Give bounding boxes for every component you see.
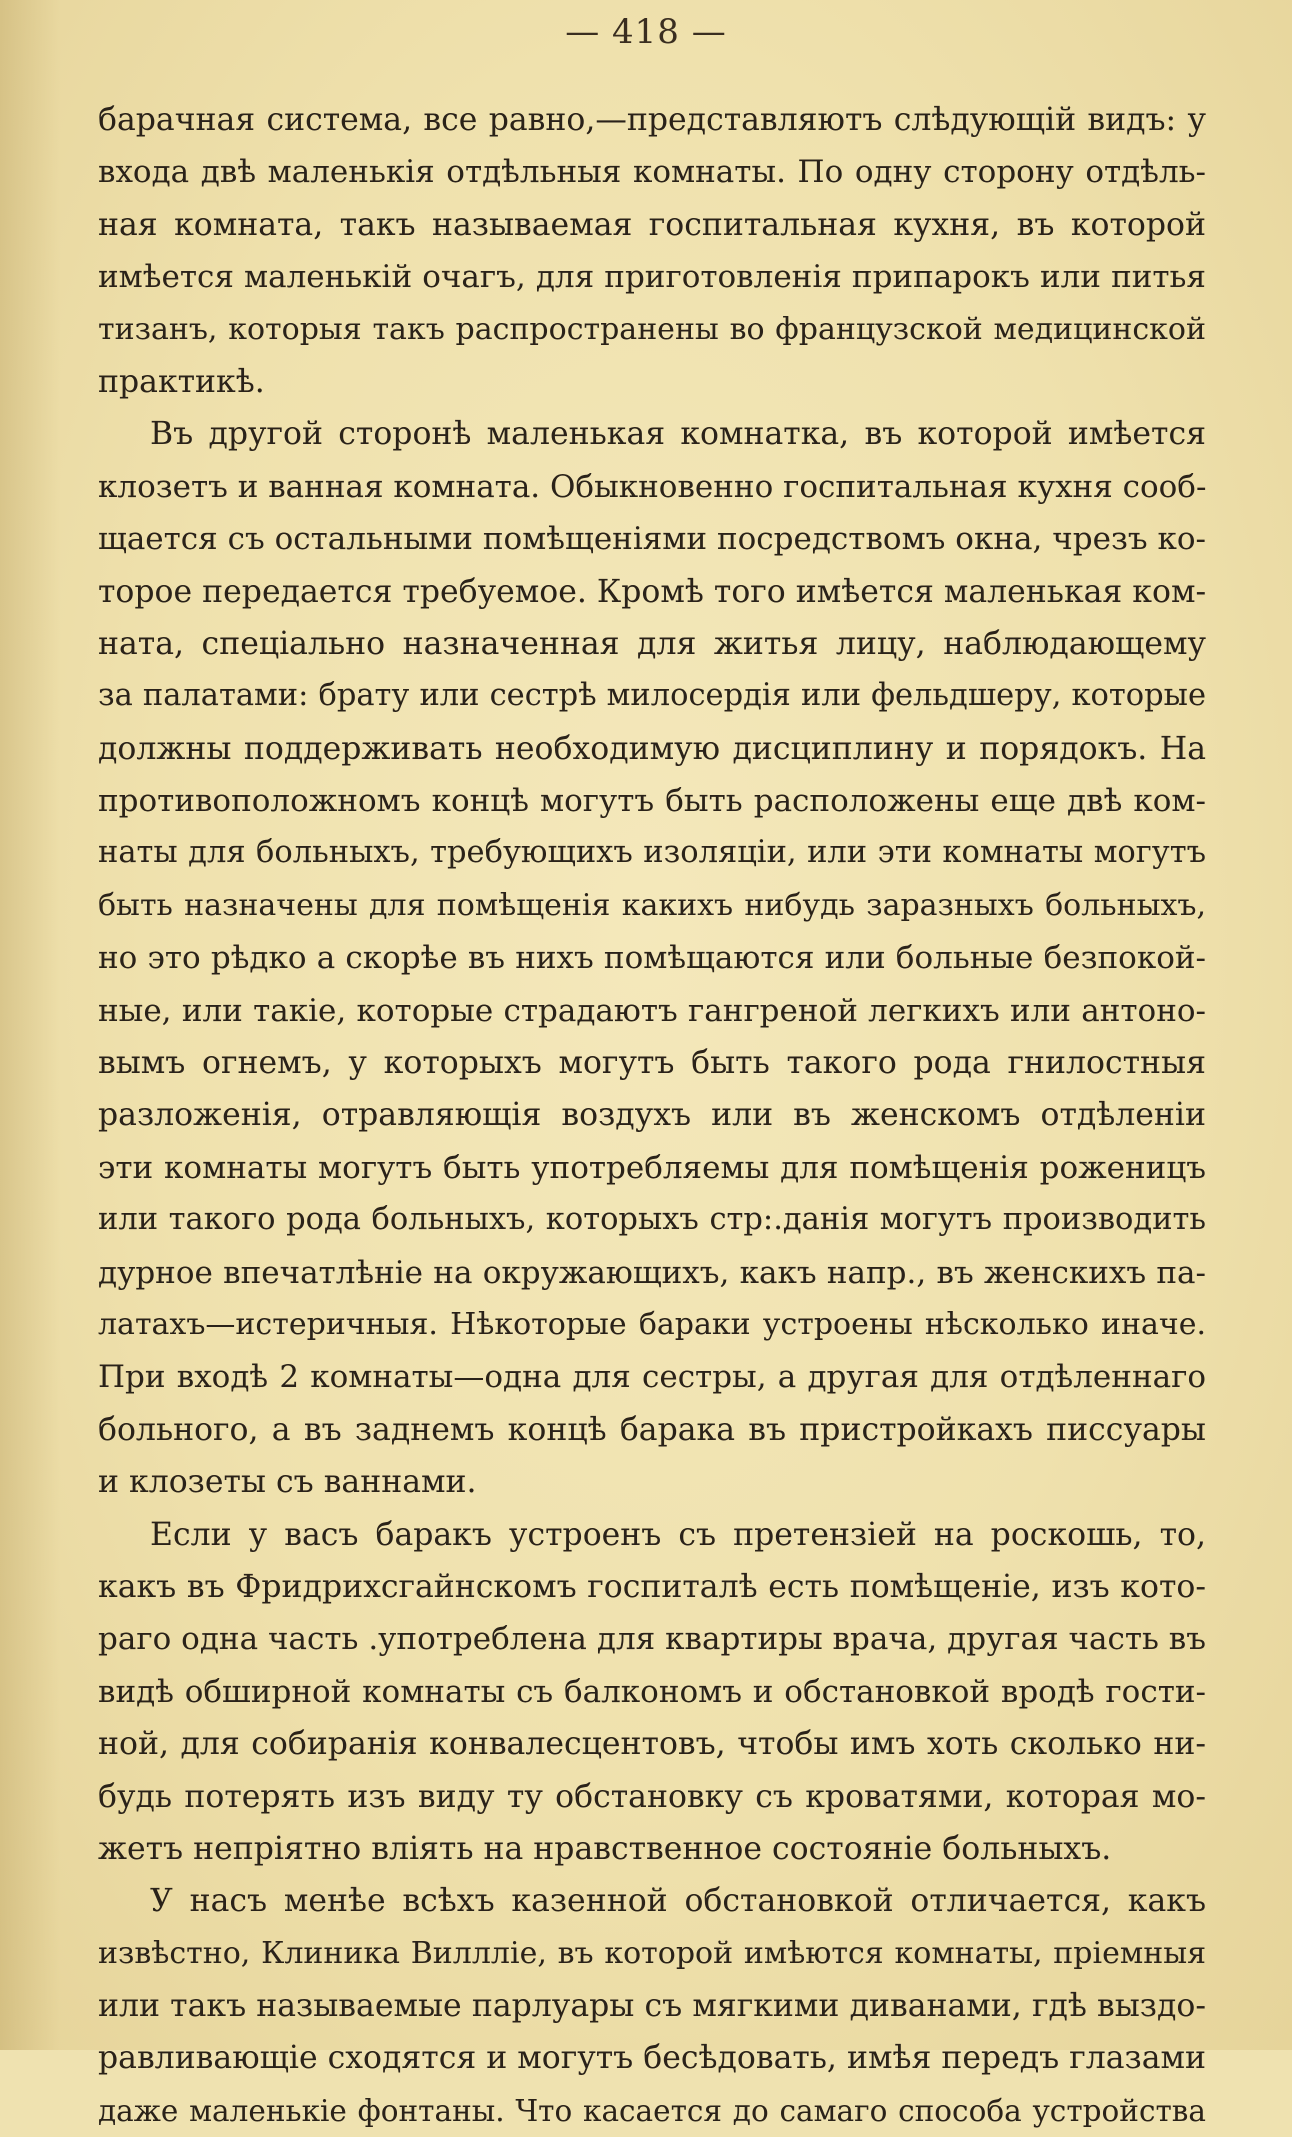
text-line: торое передается требуемое. Кромѣ того имѣется маленькая ком-: [98, 573, 1206, 610]
text-line: и клозеты съ ваннами.: [98, 1464, 477, 1501]
page-edge-shadow: [0, 0, 60, 2050]
page-number: — 418 —: [565, 12, 727, 52]
text-line: или такъ называемые парлуары съ мягкими диванами, гдѣ выздо-: [98, 1988, 1206, 2025]
text-line: противоположномъ концѣ могутъ быть расположены еще двѣ ком-: [98, 783, 1206, 820]
text-line: будь потерять изъ виду ту обстановку съ кроватями, которая мо-: [98, 1778, 1206, 1815]
text-line: должны поддерживать необходимую дисциплину и порядокъ. На: [98, 730, 1206, 767]
text-line: имѣется маленькій очагъ, для приготовленія припарокъ или питья: [98, 259, 1206, 296]
text-line: равливающіе сходятся и могутъ бесѣдовать, имѣя передъ глазами: [98, 2040, 1206, 2077]
body-text: [98, 94, 1206, 2137]
text-line: входа двѣ маленькія отдѣльныя комнаты. По одну сторону отдѣль-: [98, 154, 1206, 191]
text-line: щается съ остальными помѣщеніями посредствомъ окна, чрезъ ко-: [98, 521, 1206, 558]
text-line: разложенія, отравляющія воздухъ или въ женскомъ отдѣленіи: [98, 1097, 1206, 1134]
text-line: быть назначены для помѣщенія какихъ нибудь заразныхъ больныхъ,: [98, 887, 1206, 923]
text-line: вымъ огнемъ, у которыхъ могутъ быть такого рода гнилостныя: [98, 1045, 1206, 1082]
text-line: за палатами: брату или сестрѣ милосердія или фельдшеру, которые: [98, 678, 1206, 714]
text-line: раго одна часть .употреблена для квартиры врача, другая часть въ: [98, 1621, 1206, 1658]
paragraph-first-line: Въ другой сторонѣ маленькая комнатка, въ которой имѣется: [150, 416, 1206, 453]
text-line: какъ въ Фридрихсгайнскомъ госпиталѣ есть помѣщеніе, изъ кото-: [98, 1568, 1206, 1605]
text-line: дурное впечатлѣніе на окружающихъ, какъ напр., въ женскихъ па-: [98, 1254, 1206, 1291]
text-line: даже маленькіе фонтаны. Что касается до самаго способа устройства: [98, 2093, 1206, 2128]
text-line: больного, а въ заднемъ концѣ барака въ пристройкахъ писсуары: [98, 1411, 1206, 1448]
text-line: клозетъ и ванная комната. Обыкновенно госпитальная кухня сооб-: [98, 468, 1206, 505]
text-line: ната, спеціально назначенная для житья лицу, наблюдающему: [98, 625, 1206, 662]
text-line: или такого рода больныхъ, которыхъ стр:.данія могутъ производить: [98, 1202, 1206, 1238]
paragraph-first-line: Если у васъ баракъ устроенъ съ претензіей на роскошь, то,: [150, 1516, 1206, 1553]
text-line: практикѣ.: [98, 363, 265, 400]
text-line: тизанъ, которыя такъ распространены во французской медицинской: [98, 311, 1206, 347]
text-line: ные, или такіе, которые страдаютъ гангреной легкихъ или антоно-: [98, 992, 1206, 1029]
text-line: барачная система, все равно,—представляютъ слѣдующій видъ: у: [98, 102, 1206, 138]
text-line: ная комната, такъ называемая госпитальная кухня, въ которой: [98, 206, 1206, 243]
text-line: жетъ непріятно вліять на нравственное состояніе больныхъ.: [98, 1830, 1112, 1867]
text-line: но это рѣдко а скорѣе въ нихъ помѣщаются или больные безпокой-: [98, 940, 1206, 977]
text-line: ной, для собиранія конвалесцентовъ, чтобы имъ хоть сколько ни-: [98, 1726, 1206, 1763]
text-line: латахъ—истеричныя. Нѣкоторые бараки устроены нѣсколько иначе.: [98, 1306, 1206, 1342]
text-line: эти комнаты могутъ быть употребляемы для помѣщенія роженицъ: [98, 1149, 1206, 1186]
text-line: извѣстно, Клиника Виллліе, въ которой имѣются комнаты, пріемныя: [98, 1935, 1206, 1971]
text-line: При входѣ 2 комнаты—одна для сестры, а другая для отдѣленнаго: [98, 1359, 1206, 1396]
text-line: наты для больныхъ, требующихъ изоляціи, или эти комнаты могутъ: [98, 835, 1206, 871]
text-line: видѣ обширной комнаты съ балкономъ и обстановкой вродѣ гости-: [98, 1673, 1206, 1710]
paragraph-first-line: У насъ менѣе всѣхъ казенной обстановкой отличается, какъ: [150, 1883, 1206, 1920]
